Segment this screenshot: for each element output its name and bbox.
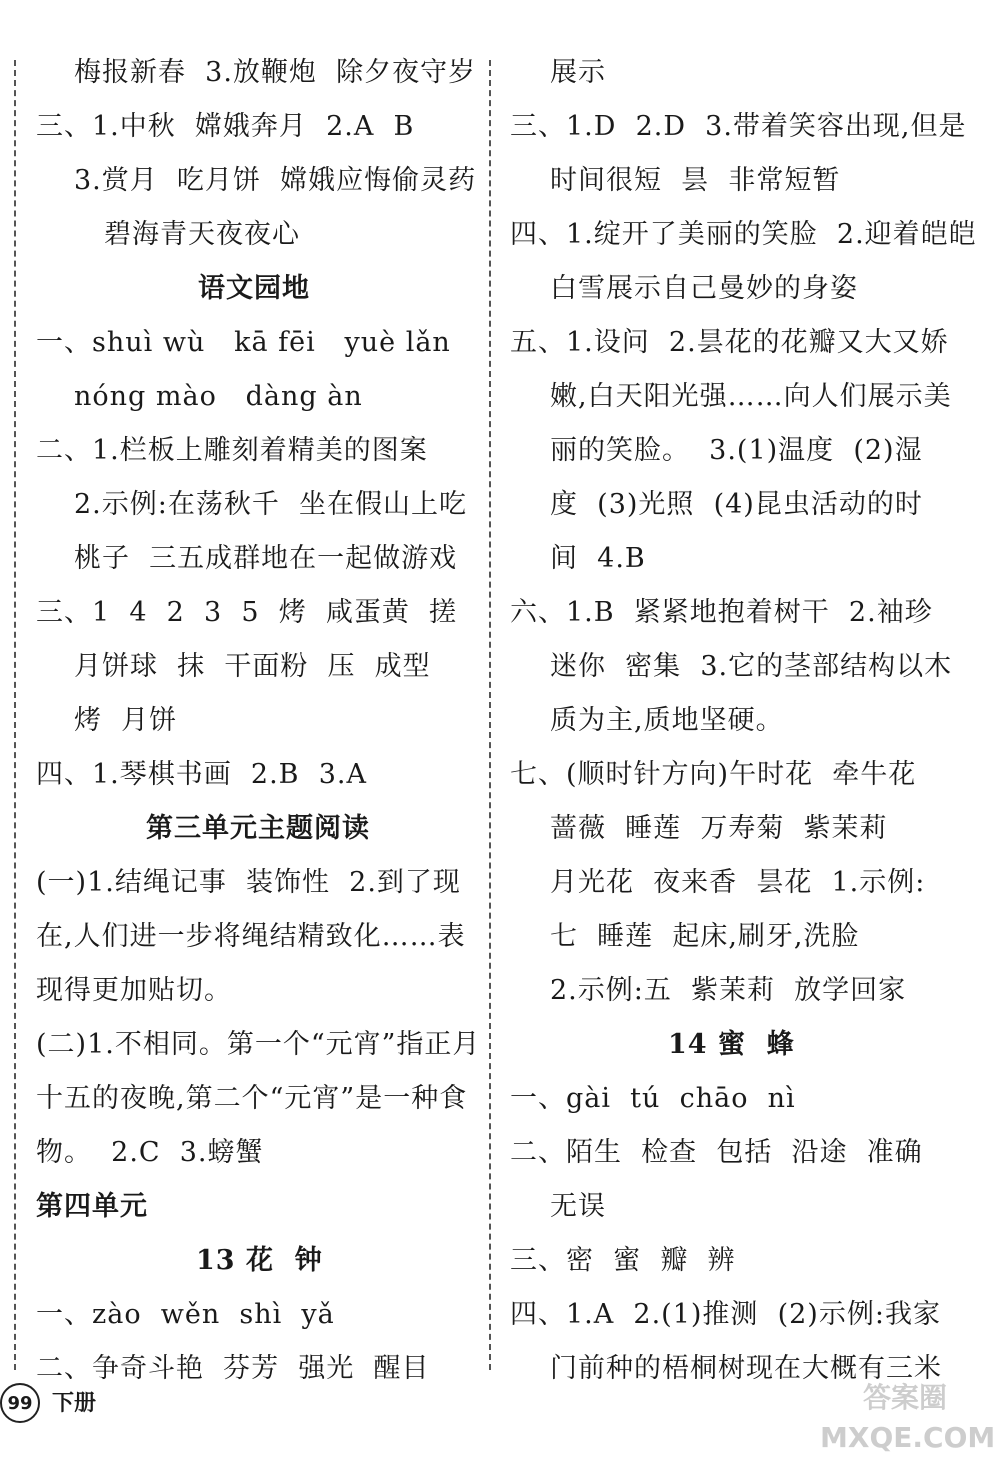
right-line-24: 四、1.A 2.(1)推测 (2)示例:我家 bbox=[510, 1299, 941, 1330]
lesson-heading-13: 13 花 钟 bbox=[196, 1245, 323, 1276]
left-line-17: 在,人们进一步将绳结精致化……表 bbox=[36, 921, 466, 952]
left-line-3: 3.赏月 吃月饼 嫦娥应悔偷灵药 bbox=[74, 165, 477, 196]
left-line-1: 梅报新春 3.放鞭炮 除夕夜守岁 bbox=[74, 57, 477, 88]
page-number-badge: 99 bbox=[0, 1383, 40, 1423]
right-line-13: 质为主,质地坚硬。 bbox=[550, 705, 784, 736]
right-line-25: 门前种的梧桐树现在大概有三米 bbox=[550, 1353, 942, 1384]
left-line-6: 一、shuì wù kā fēi yuè lǎn bbox=[36, 327, 451, 358]
right-line-10: 间 4.B bbox=[550, 543, 646, 574]
right-line-5: 白雪展示自己曼妙的身姿 bbox=[550, 273, 858, 304]
right-line-8: 丽的笑脸。 3.(1)温度 (2)湿 bbox=[550, 435, 923, 466]
right-line-4: 四、1.绽开了美丽的笑脸 2.迎着皑皑 bbox=[510, 219, 977, 250]
left-line-20: 十五的夜晚,第二个“元宵”是一种食 bbox=[36, 1083, 468, 1114]
left-line-16: (一)1.结绳记事 装饰性 2.到了现 bbox=[36, 867, 461, 898]
left-line-19: (二)1.不相同。第一个“元宵”指正月 bbox=[36, 1029, 481, 1060]
right-line-20: 一、gài tú chāo nì bbox=[510, 1083, 796, 1114]
right-line-9: 度 (3)光照 (4)昆虫活动的时 bbox=[550, 489, 923, 520]
watermark-logo bbox=[820, 1378, 996, 1464]
lesson-heading-14: 14 蜜 蜂 bbox=[668, 1029, 795, 1060]
right-line-3: 时间很短 昙 非常短暂 bbox=[550, 165, 841, 196]
left-line-14: 四、1.琴棋书画 2.B 3.A bbox=[36, 759, 367, 790]
watermark-line-2: MXQE.COM bbox=[820, 1421, 996, 1454]
left-line-25: 二、争奇斗艳 芬芳 强光 醒目 bbox=[36, 1353, 430, 1384]
watermark-line-1: 答案圈 bbox=[862, 1381, 947, 1414]
left-line-2: 三、1.中秋 嫦娥奔月 2.A B bbox=[36, 111, 415, 142]
right-line-1: 展示 bbox=[550, 57, 606, 88]
left-line-8: 二、1.栏板上雕刻着精美的图案 bbox=[36, 435, 428, 466]
left-line-10: 桃子 三五成群地在一起做游戏 bbox=[74, 543, 458, 574]
right-line-15: 蔷薇 睡莲 万寿菊 紫茉莉 bbox=[550, 813, 888, 844]
right-line-21: 二、陌生 检查 包括 沿途 准确 bbox=[510, 1137, 923, 1168]
section-heading-yuwen-yuandi: 语文园地 bbox=[198, 273, 310, 304]
left-margin-dashed-rule bbox=[14, 60, 16, 1370]
right-line-11: 六、1.B 紧紧地抱着树干 2.袖珍 bbox=[510, 597, 933, 628]
left-line-13: 烤 月饼 bbox=[74, 705, 178, 736]
left-line-12: 月饼球 抹 干面粉 压 成型 bbox=[74, 651, 431, 682]
left-line-11: 三、1 4 2 3 5 烤 咸蛋黄 搓 bbox=[36, 597, 458, 628]
volume-label: 下册 bbox=[52, 1391, 97, 1416]
left-line-7: nóng mào dàng àn bbox=[74, 381, 363, 412]
right-line-6: 五、1.设问 2.昙花的花瓣又大又娇 bbox=[510, 327, 949, 358]
right-line-17: 七 睡莲 起床,刷牙,洗脸 bbox=[550, 921, 860, 952]
section-heading-unit3-reading: 第三单元主题阅读 bbox=[146, 813, 370, 844]
right-line-2: 三、1.D 2.D 3.带着笑容出现,但是 bbox=[510, 111, 967, 142]
left-line-21: 物。 2.C 3.螃蟹 bbox=[36, 1137, 264, 1168]
left-line-4: 碧海青天夜夜心 bbox=[104, 219, 300, 250]
right-line-18: 2.示例:五 紫茉莉 放学回家 bbox=[550, 975, 907, 1006]
right-line-23: 三、密 蜜 瓣 辨 bbox=[510, 1245, 736, 1276]
section-heading-unit4: 第四单元 bbox=[36, 1191, 148, 1222]
right-line-22: 无误 bbox=[550, 1191, 606, 1222]
right-line-7: 嫩,白天阳光强……向人们展示美 bbox=[550, 381, 952, 412]
left-line-18: 现得更加贴切。 bbox=[36, 975, 232, 1006]
right-line-16: 月光花 夜来香 昙花 1.示例: bbox=[550, 867, 926, 898]
right-line-14: 七、(顺时针方向)午时花 牵牛花 bbox=[510, 759, 917, 790]
right-line-12: 迷你 密集 3.它的茎部结构以木 bbox=[550, 651, 953, 682]
column-divider-dashed-rule bbox=[489, 60, 491, 1370]
left-line-9: 2.示例:在荡秋千 坐在假山上吃 bbox=[74, 489, 468, 520]
left-line-24: 一、zào wěn shì yǎ bbox=[36, 1299, 335, 1330]
